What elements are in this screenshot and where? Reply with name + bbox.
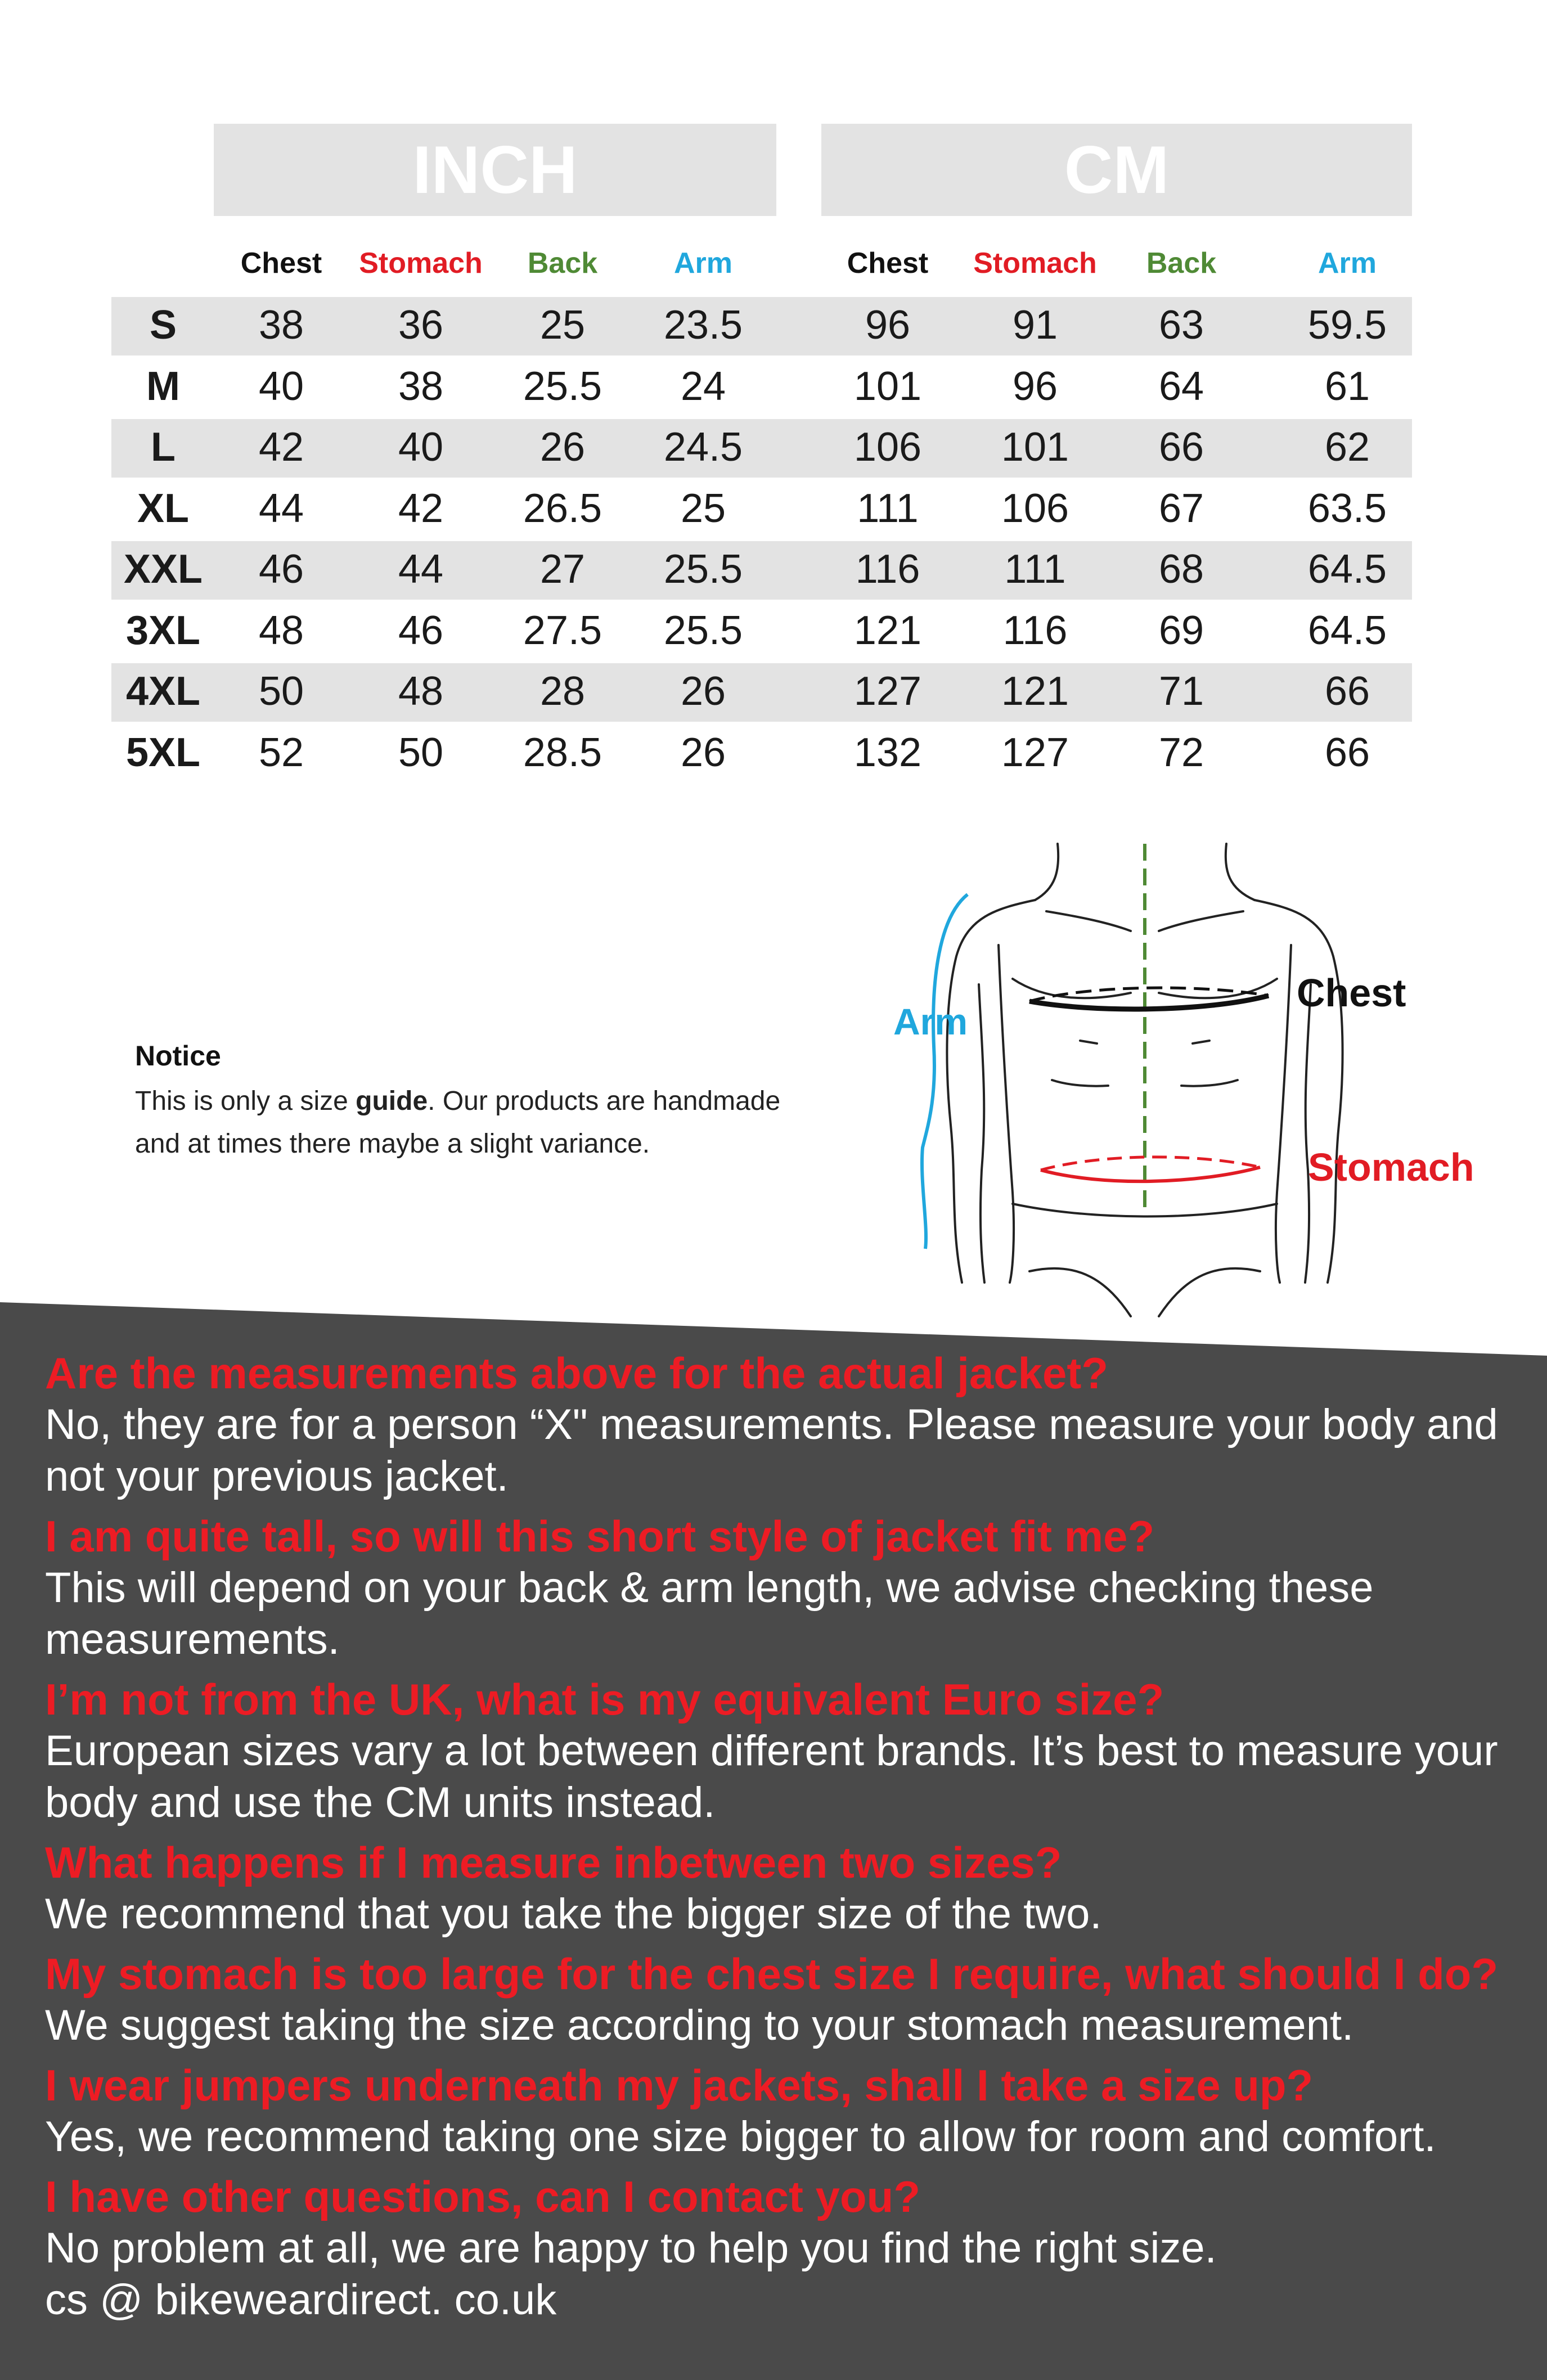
cm-col-head-arm: Arm	[1317, 247, 1377, 280]
faq-item	[45, 1673, 1519, 1829]
cm-cell: 91	[1012, 303, 1058, 348]
size-label: S	[149, 303, 177, 348]
cm-cell: 61	[1324, 363, 1370, 409]
notice-text-after: . Our products are handmade and at times there maybe a slight variance.	[135, 1086, 781, 1159]
cm-cell: 64.5	[1307, 608, 1387, 653]
notice-text-before: This is only a size	[135, 1086, 356, 1116]
cm-col-head-stomach: Stomach	[973, 247, 1097, 280]
cm-cell: 111	[857, 485, 919, 531]
cm-cell: 69	[1158, 608, 1204, 653]
size-label: XL	[137, 485, 190, 531]
inch-cell: 44	[258, 485, 304, 531]
size-label: 4XL	[125, 669, 201, 714]
inch-cell: 48	[258, 608, 304, 653]
inch-cell: 25	[539, 303, 586, 348]
inch-cell: 40	[258, 363, 304, 409]
faq-item	[45, 1347, 1519, 1502]
faq-item	[45, 1837, 1519, 1940]
faq-question: I am quite tall, so will this short style of jacket fit me?	[45, 1511, 1155, 1561]
inch-header: INCH	[214, 124, 776, 216]
cm-cell: 121	[853, 608, 922, 653]
cm-cell: 66	[1158, 425, 1204, 470]
faq-item	[45, 2171, 1519, 2326]
stomach-label: Stomach	[1308, 1145, 1474, 1189]
faq-answer: European sizes vary a lot between different brands. It’s best to measure your body and use the CM units instead.	[45, 1727, 1498, 1826]
inch-cell: 27	[539, 547, 586, 592]
faq-item	[45, 1948, 1519, 2051]
inch-cell: 42	[258, 425, 304, 470]
cm-cell: 127	[853, 669, 922, 714]
faq-question: I’m not from the UK, what is my equivalent Euro size?	[45, 1675, 1164, 1724]
cm-cell: 96	[1012, 363, 1058, 409]
cm-cell: 63	[1158, 303, 1204, 348]
inch-cell: 24	[680, 363, 726, 409]
faq-answer: Yes, we recommend taking one size bigger to allow for room and comfort.	[45, 2113, 1436, 2161]
cm-cell: 64	[1158, 363, 1204, 409]
inch-col-head-back: Back	[527, 247, 598, 280]
inch-cell: 40	[398, 425, 444, 470]
cm-cell: 71	[1158, 669, 1204, 714]
faq-answer: We recommend that you take the bigger size of the two.	[45, 1890, 1102, 1938]
inch-cell: 50	[258, 669, 304, 714]
inch-cell: 44	[398, 547, 444, 592]
notice-text-bold: guide	[356, 1086, 428, 1116]
cm-cell: 96	[865, 303, 911, 348]
cm-cell: 101	[853, 363, 922, 409]
cm-cell: 111	[1004, 547, 1066, 592]
faq-answer: We suggest taking the size according to your stomach measurement.	[45, 2001, 1354, 2049]
inch-cell: 23.5	[663, 303, 743, 348]
cm-cell: 132	[853, 730, 922, 775]
inch-cell: 38	[258, 303, 304, 348]
inch-cell: 26	[539, 425, 586, 470]
inch-cell: 25.5	[663, 608, 743, 653]
cm-cell: 63.5	[1307, 485, 1387, 531]
inch-cell: 25	[680, 485, 726, 531]
cm-cell: 121	[1001, 669, 1069, 714]
faq-question: Are the measurements above for the actual jacket?	[45, 1348, 1109, 1398]
cm-col-head-chest: Chest	[847, 247, 929, 280]
cm-cell: 106	[853, 425, 922, 470]
inch-col-head-stomach: Stomach	[359, 247, 483, 280]
inch-cell: 48	[398, 669, 444, 714]
size-label: L	[151, 425, 176, 470]
inch-col-head-chest: Chest	[240, 247, 322, 280]
cm-cell: 67	[1158, 485, 1204, 531]
chest-label: Chest	[1297, 971, 1406, 1015]
faq-item	[45, 2059, 1519, 2163]
inch-cell: 46	[398, 608, 444, 653]
faq-question: What happens if I measure inbetween two sizes?	[45, 1838, 1062, 1887]
contact-email[interactable]: cs @ bikeweardirect. co.uk	[45, 2276, 557, 2324]
inch-cell: 28	[539, 669, 586, 714]
faq-answer: No, they are for a person “X" measurements. Please measure your body and not your previous jacket.	[45, 1401, 1498, 1500]
faq-answer: This will depend on your back & arm length, we advise checking these measurements.	[45, 1564, 1374, 1663]
inch-cell: 50	[398, 730, 444, 775]
cm-cell: 68	[1158, 547, 1204, 592]
inch-cell: 42	[398, 485, 444, 531]
faq-question: I wear jumpers underneath my jackets, shall I take a size up?	[45, 2060, 1314, 2110]
inch-col-head-arm: Arm	[673, 247, 733, 280]
size-label: 3XL	[125, 608, 201, 653]
size-label: 5XL	[125, 730, 201, 775]
cm-cell: 72	[1158, 730, 1204, 775]
cm-col-head-back: Back	[1146, 247, 1217, 280]
notice-title: Notice	[135, 1040, 221, 1072]
inch-cell: 46	[258, 547, 304, 592]
inch-cell: 27.5	[523, 608, 602, 653]
faq-question: My stomach is too large for the chest size I require, what should I do?	[45, 1949, 1499, 1999]
cm-cell: 59.5	[1307, 303, 1387, 348]
cm-cell: 62	[1324, 425, 1370, 470]
arm-label: Arm	[893, 1001, 968, 1042]
inch-cell: 25.5	[663, 547, 743, 592]
faq-answer: No problem at all, we are happy to help you find the right size.	[45, 2224, 1217, 2272]
cm-cell: 66	[1324, 730, 1370, 775]
cm-cell: 66	[1324, 669, 1370, 714]
cm-cell: 101	[1001, 425, 1069, 470]
cm-cell: 106	[1001, 485, 1069, 531]
inch-cell: 26	[680, 730, 726, 775]
cm-cell: 116	[855, 547, 920, 592]
cm-cell: 116	[1002, 608, 1068, 653]
inch-cell: 52	[258, 730, 304, 775]
inch-cell: 25.5	[523, 363, 602, 409]
inch-cell: 26	[680, 669, 726, 714]
inch-cell: 26.5	[523, 485, 602, 531]
size-label: M	[146, 363, 180, 409]
faq-question: I have other questions, can I contact you?	[45, 2172, 920, 2221]
size-label: XXL	[123, 547, 203, 592]
inch-cell: 36	[398, 303, 444, 348]
cm-header: CM	[821, 124, 1412, 216]
faq-item	[45, 1510, 1519, 1666]
inch-cell: 24.5	[663, 425, 743, 470]
cm-cell: 64.5	[1307, 547, 1387, 592]
inch-cell: 38	[398, 363, 444, 409]
inch-cell: 28.5	[523, 730, 602, 775]
cm-cell: 127	[1001, 730, 1069, 775]
faq-section	[45, 1347, 1519, 2334]
